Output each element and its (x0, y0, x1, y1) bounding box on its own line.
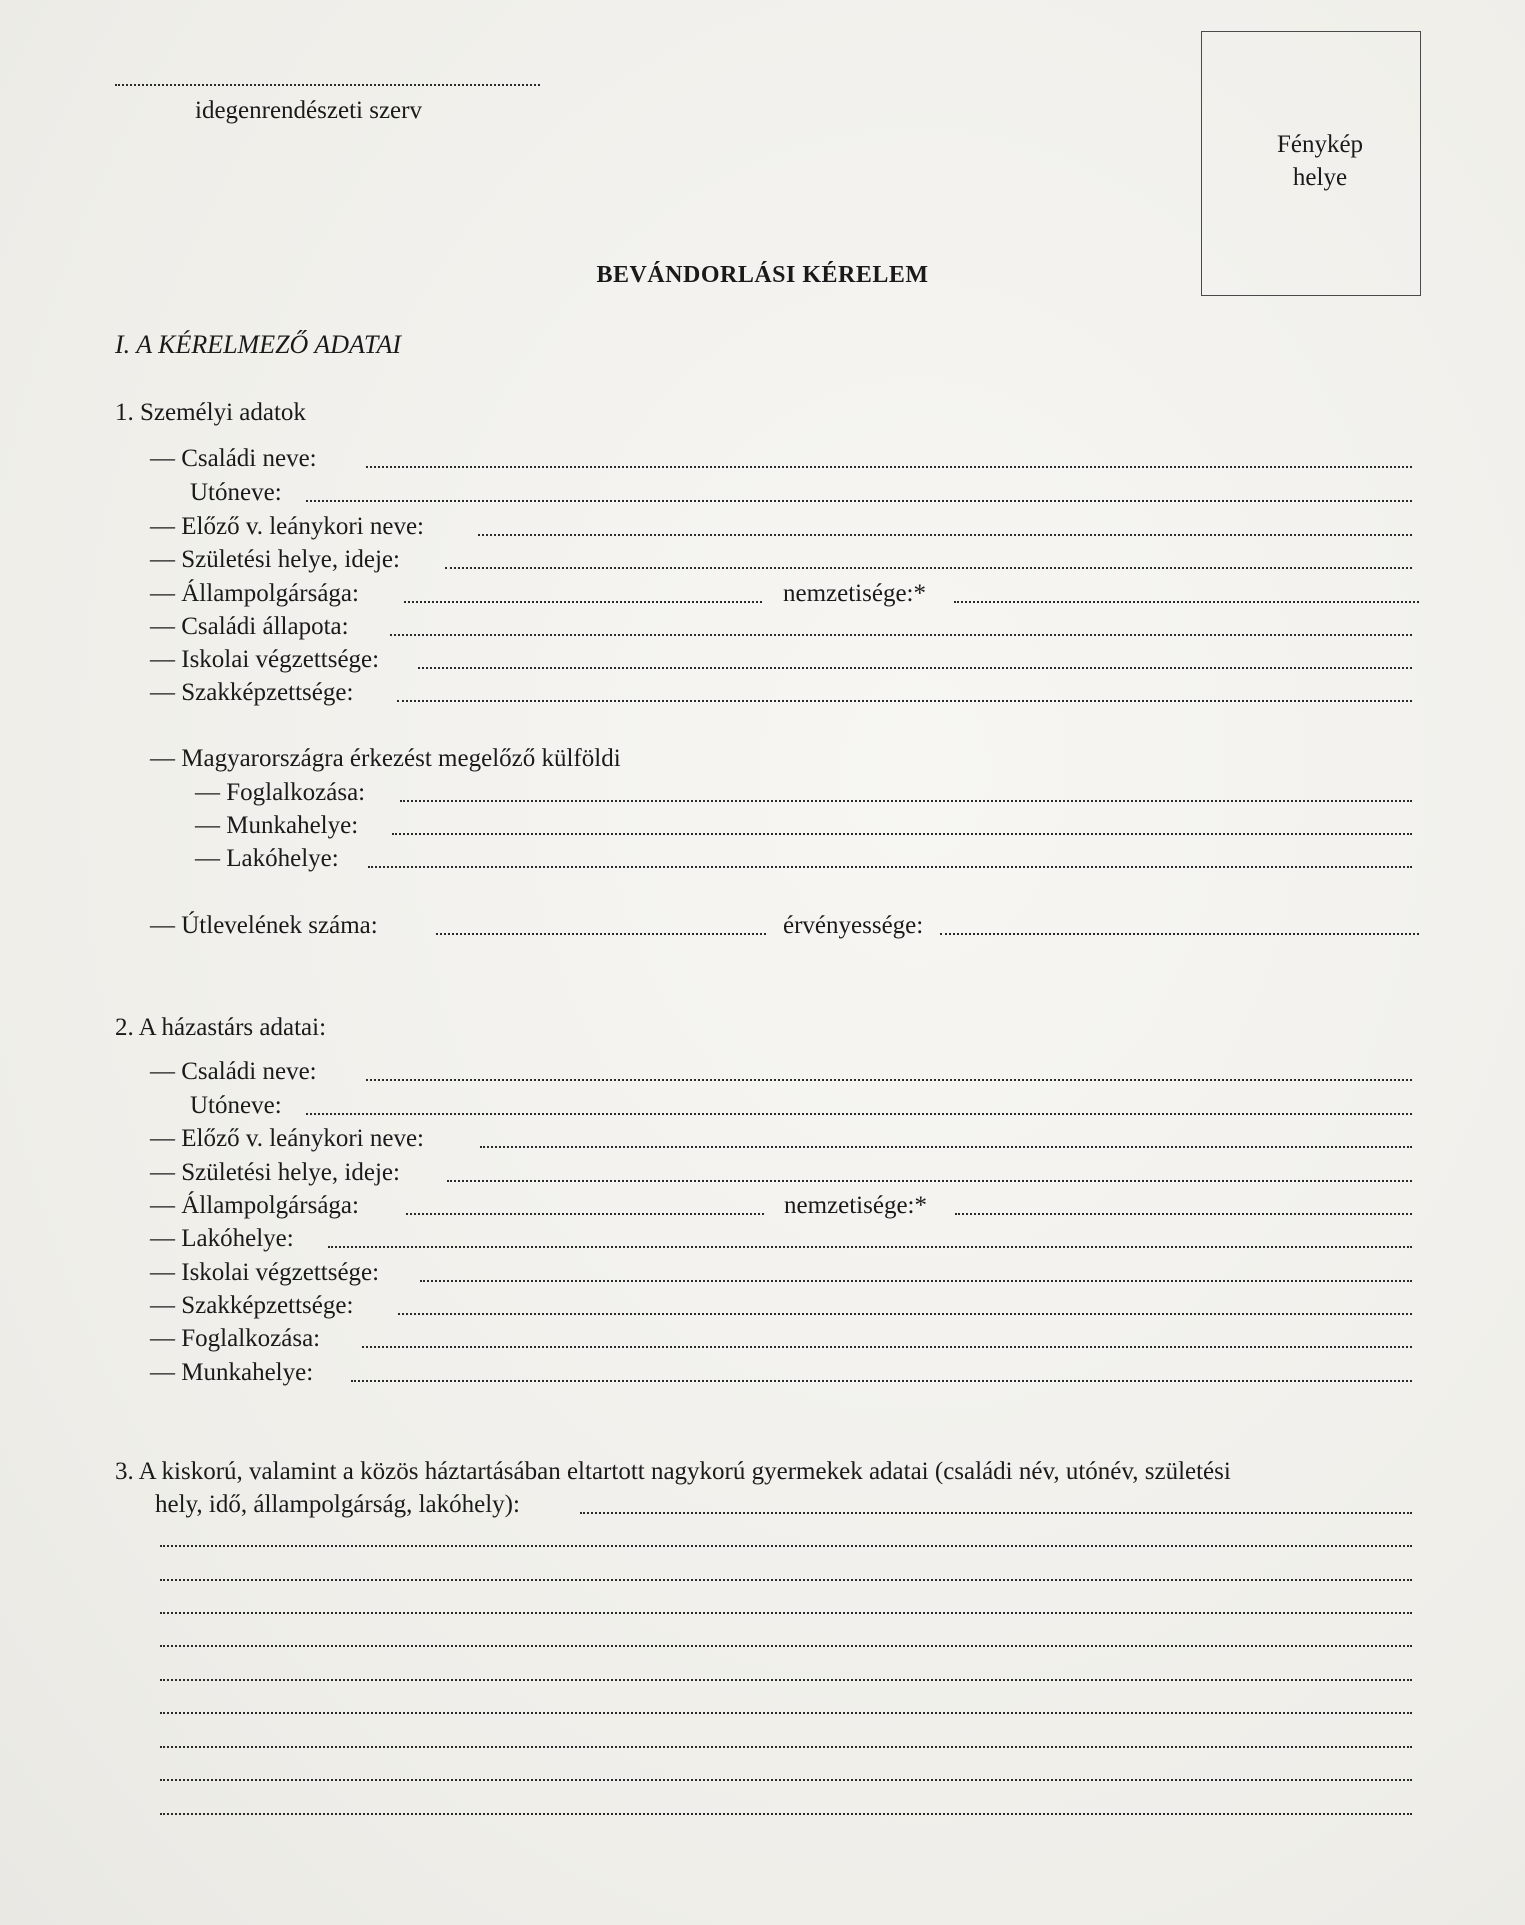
nationality-field[interactable] (954, 601, 1419, 603)
spouse-given-name-label: Utóneve: (190, 1092, 282, 1119)
personal-data-heading: 1. Személyi adatok (115, 399, 306, 426)
citizenship-label: — Állampolgársága: (150, 580, 359, 607)
spouse-previous-name-field[interactable] (480, 1146, 1412, 1148)
form-title: BEVÁNDORLÁSI KÉRELEM (596, 262, 929, 288)
photo-placeholder-label (1230, 128, 1410, 194)
spouse-workplace-label: — Munkahelye: (150, 1359, 314, 1386)
spouse-qualification-label: — Szakképzettsége: (150, 1292, 354, 1319)
children-data-field-10[interactable] (160, 1813, 1412, 1815)
spouse-workplace-field[interactable] (351, 1380, 1412, 1382)
passport-validity-label: érvényessége: (783, 912, 924, 939)
spouse-family-name-label: — Családi neve: (150, 1058, 317, 1085)
qualification-label: — Szakképzettsége: (150, 679, 354, 706)
spouse-occupation-label: — Foglalkozása: (150, 1325, 321, 1352)
spouse-family-name-field[interactable] (366, 1079, 1412, 1081)
spouse-citizenship-label: — Állampolgársága: (150, 1192, 359, 1219)
spouse-citizenship-field[interactable] (406, 1213, 764, 1215)
spouse-residence-field[interactable] (328, 1246, 1412, 1248)
children-data-field-5[interactable] (160, 1645, 1412, 1647)
children-data-field-3[interactable] (160, 1579, 1412, 1581)
authority-label: idegenrendészeti szerv (195, 97, 422, 124)
passport-validity-field[interactable] (940, 933, 1419, 935)
spouse-heading: 2. A házastárs adatai: (115, 1014, 327, 1041)
abroad-residence-label: — Lakóhelye: (195, 845, 339, 872)
spouse-birth-field[interactable] (447, 1180, 1412, 1182)
spouse-birth-label: — Születési helye, ideje: (150, 1159, 400, 1186)
previous-abroad-label: — Magyarországra érkezést megelőző külföldi (150, 745, 621, 772)
abroad-residence-field[interactable] (368, 866, 1412, 868)
spouse-nationality-field[interactable] (955, 1213, 1412, 1215)
children-data-field-2[interactable] (160, 1545, 1412, 1547)
children-data-field-1[interactable] (580, 1512, 1412, 1514)
previous-name-field[interactable] (478, 534, 1412, 536)
abroad-workplace-label: — Munkahelye: (195, 812, 359, 839)
qualification-field[interactable] (397, 700, 1412, 702)
photo-label-line2: helye (1292, 164, 1348, 191)
abroad-occupation-label: — Foglalkozása: (195, 779, 366, 806)
abroad-workplace-field[interactable] (392, 833, 1412, 835)
children-data-field-6[interactable] (160, 1679, 1412, 1681)
passport-number-field[interactable] (436, 933, 766, 935)
authority-dotted-line[interactable] (115, 84, 540, 86)
birth-label: — Születési helye, ideje: (150, 546, 400, 573)
spouse-qualification-field[interactable] (398, 1313, 1412, 1315)
section-title: I. A KÉRELMEZŐ ADATAI (115, 330, 401, 359)
education-label: — Iskolai végzettsége: (150, 646, 380, 673)
children-heading-line2: hely, idő, állampolgárság, lakóhely): (155, 1491, 520, 1518)
passport-number-label: — Útlevelének száma: (150, 912, 378, 939)
children-data-field-7[interactable] (160, 1712, 1412, 1714)
spouse-residence-label: — Lakóhelye: (150, 1225, 294, 1252)
children-data-field-8[interactable] (160, 1746, 1412, 1748)
spouse-previous-name-label: — Előző v. leánykori neve: (150, 1125, 424, 1152)
citizenship-field[interactable] (404, 601, 762, 603)
family-name-field[interactable] (366, 466, 1412, 468)
marital-status-label: — Családi állapota: (150, 613, 349, 640)
spouse-education-label: — Iskolai végzettsége: (150, 1259, 380, 1286)
nationality-label: nemzetisége:* (783, 580, 926, 607)
spouse-occupation-field[interactable] (362, 1346, 1412, 1348)
spouse-education-field[interactable] (420, 1280, 1412, 1282)
family-name-label: — Családi neve: (150, 445, 317, 472)
children-data-field-4[interactable] (160, 1612, 1412, 1614)
education-field[interactable] (418, 667, 1412, 669)
marital-status-field[interactable] (390, 634, 1412, 636)
given-name-label: Utóneve: (190, 479, 282, 506)
children-data-field-9[interactable] (160, 1779, 1412, 1781)
photo-label-line1: Fénykép (1276, 131, 1364, 158)
birth-field[interactable] (445, 567, 1412, 569)
children-heading-line1: 3. A kiskorú, valamint a közös háztartásában eltartott nagykorú gyermekek adatai (családi név, utónév, születési (115, 1458, 1231, 1485)
abroad-occupation-field[interactable] (400, 800, 1412, 802)
previous-name-label: — Előző v. leánykori neve: (150, 513, 424, 540)
given-name-field[interactable] (306, 500, 1412, 502)
spouse-given-name-field[interactable] (306, 1113, 1412, 1115)
spouse-nationality-label: nemzetisége:* (784, 1192, 927, 1219)
